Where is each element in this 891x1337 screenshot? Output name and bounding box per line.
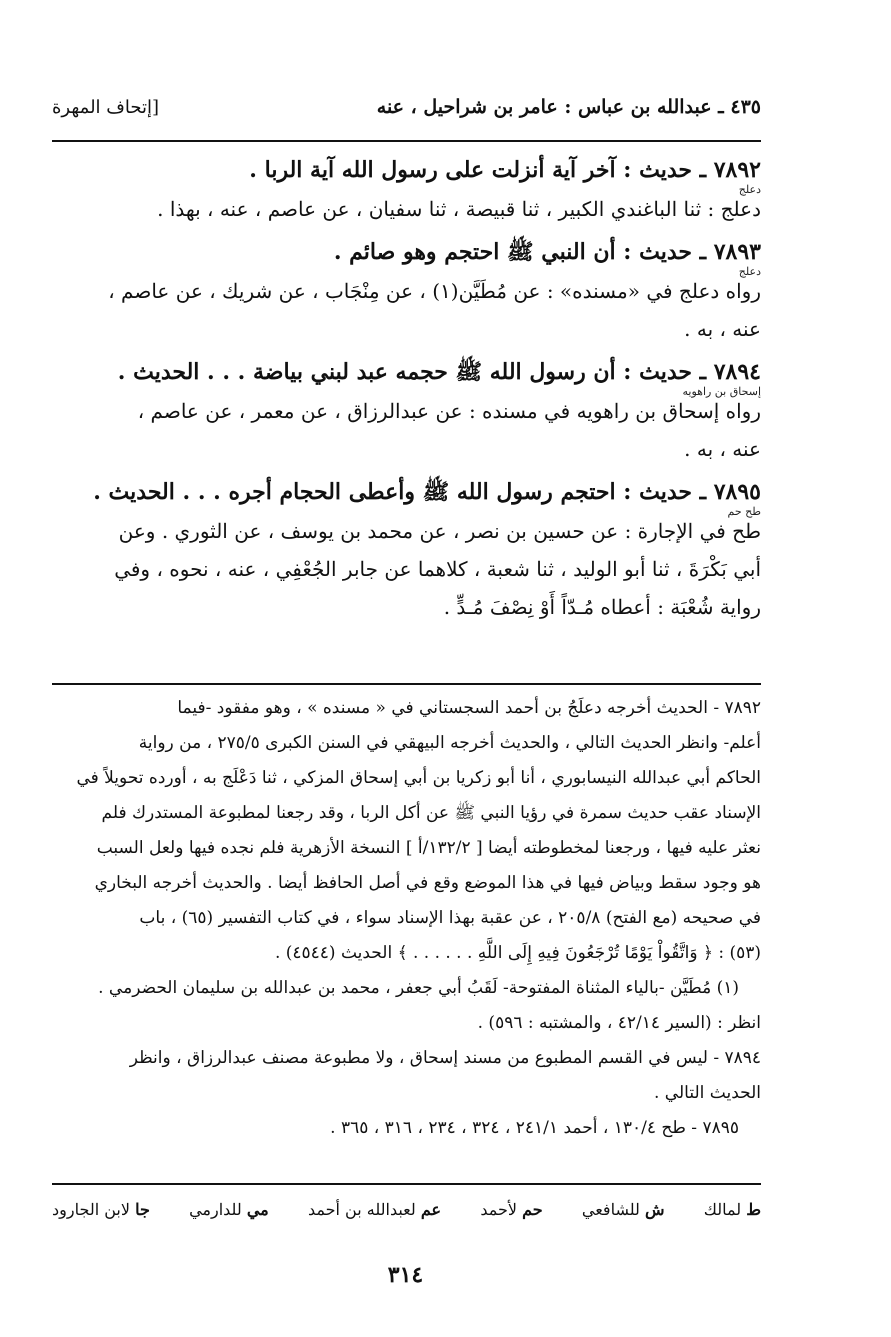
footnote-7894 (52, 1042, 761, 1110)
header-chapter-title: ٤٣٥ ـ عبدالله بن عباس : عامر بن شراحيل ، عنه (376, 96, 761, 118)
legend-abbr: عم (420, 1200, 442, 1219)
legend-item (308, 1200, 441, 1219)
footnote-line: ٧٨٩٢ - الحديث أخرجه دعلَجُ بن أحمد السجستاني في « مسنده » ، وهو مفقود -فيما (177, 698, 761, 718)
hadith-entry (52, 150, 761, 228)
hadith-isnad-line: رواه إسحاق بن راهويه في مسنده : عن عبدالرزاق ، عن معمر ، عن عاصم ، (137, 399, 761, 423)
hadith-siglum: دعلج (738, 265, 761, 278)
hadith-siglum: طح حم (727, 505, 761, 518)
footnotes (52, 692, 761, 1147)
hadith-isnad-line: عنه ، به . (684, 437, 761, 461)
footnote-line: ٧٨٩٤ - ليس في القسم المطبوع من مسند إسحاق ، ولا مطبوعة مصنف عبدالرزاق ، وانظر (129, 1048, 761, 1068)
footnote-line: في صحيحه (مع الفتح) ٢٠٥/٨ ، عن عقبة بهذا الإسناد سواء ، في كتاب التفسير (٦٥) ، باب (139, 908, 761, 928)
footnote-line: أعلم- وانظر الحديث التالي ، والحديث أخرجه البيهقي في السنن الكبرى ٢٧٥/٥ ، من رواية (138, 733, 761, 753)
legend-name: للدارمي (189, 1200, 242, 1219)
running-header (52, 92, 761, 122)
footnote-line: (٥٣) : ﴿ وَاتَّقُواْ يَوْمًا تُرْجَعُونَ فِيهِ إِلَى اللَّهِ . . . . . . ﴾ الحديث (٤٥٤٤) . (274, 943, 761, 963)
hadith-siglum: دعلج (738, 183, 761, 196)
hadith-entry (52, 352, 761, 468)
legend-abbr: جا (135, 1200, 150, 1219)
legend-abbr: حم (522, 1200, 543, 1219)
legend-name: لمالك (703, 1200, 742, 1219)
header-divider (52, 140, 761, 142)
hadith-isnad-line: أبي بَكْرَةَ ، ثنا أبو الوليد ، ثنا شعبة ، كلاهما عن جابر الجُعْفِي ، عنه ، نحوه ، وفي (114, 557, 761, 581)
legend-abbr: مي (246, 1200, 269, 1219)
hadith-heading: ٧٨٩٥ ـ حديث : احتجم رسول الله ﷺ وأعطى الحجام أجره . . . الحديث . (93, 479, 761, 505)
hadith-heading: ٧٨٩٣ ـ حديث : أن النبي ﷺ احتجم وهو صائم . (333, 239, 761, 265)
footnote-line: (١) مُطَيَّن -بالياء المثناة المفتوحة- لَقَبُ أبي جعفر ، محمد بن عبدالله بن سليمان الحضرمي . (98, 978, 739, 998)
footnote-7892 (52, 692, 761, 970)
legend-name: لابن الجارود (52, 1200, 130, 1219)
hadith-siglum: إسحاق بن راهويه (682, 385, 761, 398)
hadith-isnad-line: دعلج : ثنا الباغندي الكبير ، ثنا قبيصة ، ثنا سفيان ، عن عاصم ، عنه ، بهذا . (157, 197, 761, 221)
legend-item (52, 1200, 150, 1219)
page-number: ٣١٤ (387, 1262, 424, 1288)
legend-item (704, 1200, 761, 1219)
hadith-isnad-line: رواه دعلج في «مسنده» : عن مُطَيَّن(١) ، عن مِنْجَاب ، عن شريك ، عن عاصم ، (108, 279, 761, 303)
hadith-heading: ٧٨٩٢ ـ حديث : آخر آية أنزلت على رسول الله آية الربا . (249, 157, 761, 183)
footnote-line: الحديث التالي . (654, 1083, 761, 1103)
hadith-entry (52, 232, 761, 348)
legend-item (480, 1200, 542, 1219)
hadith-list (52, 150, 761, 630)
footnote-line: نعثر عليه فيها ، ورجعنا لمخطوطته أيضا [ ١٣٢/٢/أ ] النسخة الأزهرية فلم نجده فيها ولعل السبب (96, 838, 761, 858)
legend-name: للشافعي (581, 1200, 640, 1219)
hadith-entry (52, 472, 761, 626)
header-book-title: [إتحاف المهرة (52, 96, 160, 118)
legend-divider (52, 1183, 761, 1185)
hadith-isnad-line: رواية شُعْبَة : أعطاه مُـدّاً أَوْ نِصْفَ مُـدٍّ . (443, 595, 761, 619)
legend-abbr: ط (746, 1200, 761, 1219)
hadith-isnad-line: عنه ، به . (684, 317, 761, 341)
legend-item (189, 1200, 269, 1219)
footnote-line: هو وجود سقط وبياض فيها في هذا الموضع وقع في أصل الحافظ أيضا . والحديث أخرجه البخاري (94, 873, 761, 893)
footnote-line: الحاكم أبي عبدالله النيسابوري ، أنا أبو زكريا بن أبي إسحاق المزكي ، ثنا دَعْلَج به ، أورده تحويلاً في (76, 768, 761, 788)
legend-abbr: ش (644, 1200, 665, 1219)
footnote-7895 (52, 1112, 761, 1145)
footnote-1 (52, 972, 761, 1040)
abbreviation-legend (52, 1200, 761, 1219)
legend-name: لأحمد (480, 1200, 517, 1219)
footnote-divider (52, 683, 761, 685)
footnote-line: الإسناد عقب حديث سمرة في رؤيا النبي ﷺ عن أكل الربا ، وقد رجعنا لمطبوعة المستدرك فلم (101, 803, 761, 823)
legend-item (582, 1200, 665, 1219)
footnote-line: انظر : (السير ٤٢/١٤ ، والمشتبه : ٥٩٦) . (477, 1013, 761, 1033)
hadith-isnad-line: طح في الإجارة : عن حسين بن نصر ، عن محمد بن يوسف ، عن الثوري . وعن (118, 519, 761, 543)
hadith-heading: ٧٨٩٤ ـ حديث : أن رسول الله ﷺ حجمه عبد لبني بياضة . . . الحديث . (117, 359, 761, 385)
footnote-line: ٧٨٩٥ - طح ١٣٠/٤ ، أحمد ٢٤١/١ ، ٣٢٤ ، ٢٣٤ ، ٣١٦ ، ٣٦٥ . (330, 1118, 739, 1138)
legend-name: لعبدالله بن أحمد (307, 1200, 416, 1219)
